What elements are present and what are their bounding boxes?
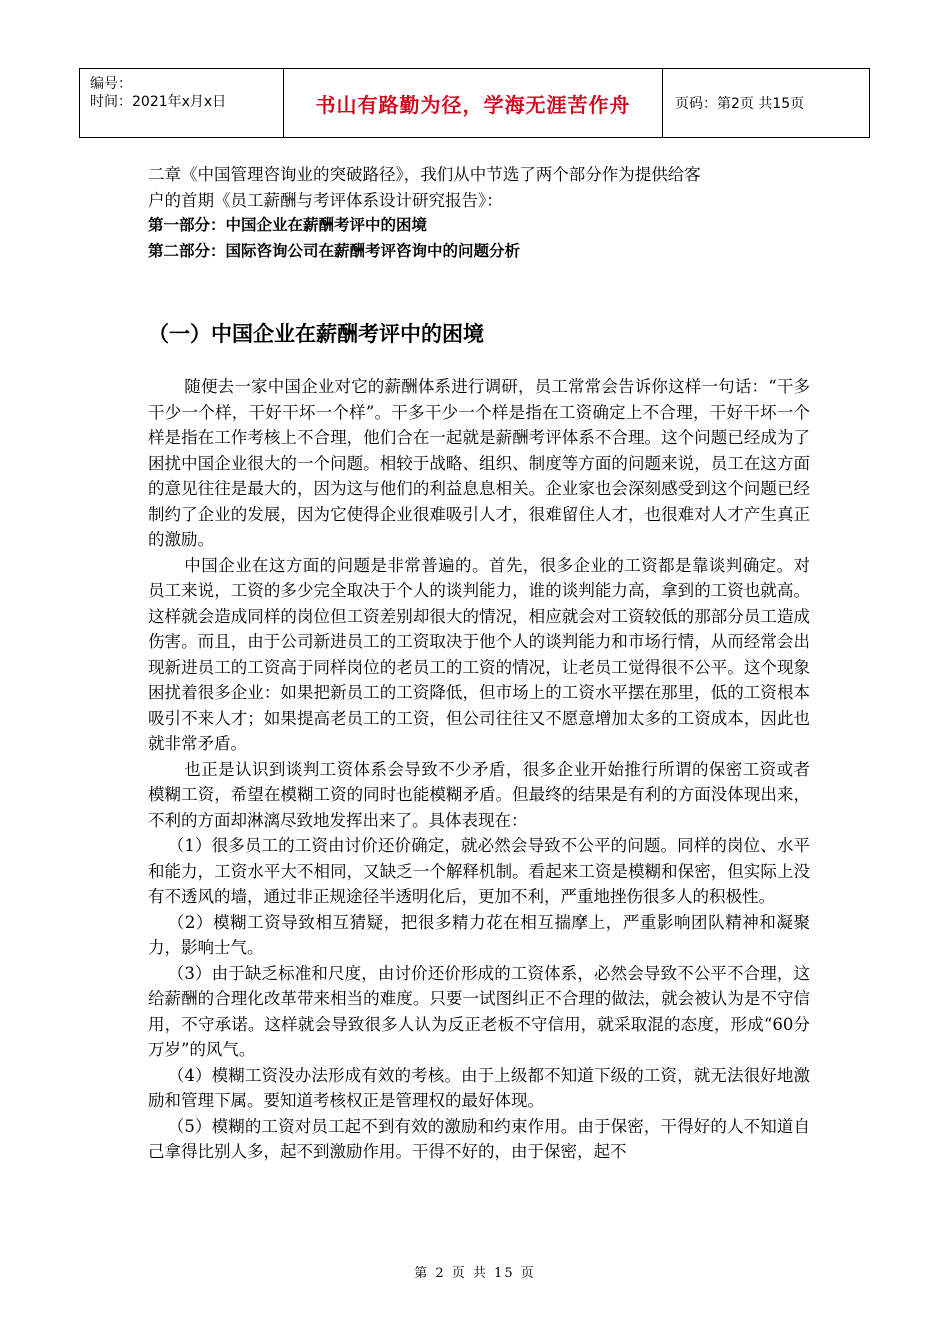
part-two-heading: 第二部分：国际咨询公司在薪酬考评咨询中的问题分析: [148, 241, 521, 260]
list-item: （2）模糊工资导致相互猜疑，把很多精力花在相互揣摩上，严重影响团队精神和凝聚力，影响士气。: [148, 912, 810, 957]
list-item: （4）模糊工资没办法形成有效的考核。由于上级都不知道下级的工资，就无法很好地激励和管理下属。要知道考核权正是管理权的最好体现。: [148, 1065, 810, 1110]
time-label: 时间：2021年x月x日: [90, 94, 227, 110]
header-page-info: 页码：第2页 共15页: [675, 96, 805, 112]
intro-line: 户的首期《员工薪酬与考评体系设计研究报告》：: [148, 190, 503, 210]
header-table: [79, 68, 870, 138]
paragraph: 随便去一家中国企业对它的薪酬体系进行调研，员工常常会告诉你这样一句话：“干多干少一个样，干好干坏一个样”。干多干少一个样是指在工资确定上不合理，干好干坏一个样是指在工作考核上不合理，他们合在一起就是薪酬考评体系不合理。这个问题已经成为了困扰中国企业很大的一个问题。相较于战略、组织、制度等方面的问题来说，员工在这方面的意见往往是最大的，因为这与他们的利益息息相关。企业家也会深刻感受到这个问题已经制约了企业的发展，因为它使得企业很难吸引人才，很难留住人才，也很难对人才产生真正的激励。: [148, 377, 810, 549]
part-one-heading: 第一部分：中国企业在薪酬考评中的困境: [148, 216, 428, 234]
number-label: 编号：: [90, 76, 132, 92]
body-text: [148, 374, 810, 1165]
paragraph: 中国企业在这方面的问题是非常普遍的。首先，很多企业的工资都是靠谈判确定。对员工来说，工资的多少完全取决于个人的谈判能力，谁的谈判能力高，拿到的工资也就高。这样就会造成同样的岗位但工资差别却很大的情况，相应就会对工资较低的那部分员工造成伤害。而且，由于公司新进员工的工资取决于他个人的谈判能力和市场行情，从而经常会出现新进员工的工资高于同样岗位的老员工的工资的情况，让老员工觉得很不公平。这个现象困扰着很多企业：如果把新员工的工资降低，但市场上的工资水平摆在那里，低的工资根本吸引不来人才；如果提高老员工的工资，但公司往往又不愿意增加太多的工资成本，因此也就非常矛盾。: [148, 555, 810, 753]
intro-line: 二章《中国管理咨询业的突破路径》，我们从中节选了两个部分作为提供给客: [148, 165, 701, 184]
list-item: （5）模糊的工资对员工起不到有效的激励和约束作用。由于保密，干得好的人不知道自己拿得比别人多，起不到激励作用。干得不好的，由于保密，起不: [148, 1116, 810, 1161]
list-item: （3）由于缺乏标准和尺度，由讨价还价形成的工资体系，必然会导致不公平不合理，这给薪酬的合理化改革带来相当的难度。只要一试图纠正不合理的做法，就会被认为是不守信用，不守承诺。这样就会导致很多人认为反正老板不守信用，就采取混的态度，形成“60分万岁”的风气。: [148, 963, 810, 1059]
header-motto: 书山有路勤为径，学海无涯苦作舟: [284, 69, 663, 137]
section-title: （一）中国企业在薪酬考评中的困境: [148, 322, 484, 346]
intro-block: [148, 162, 808, 264]
page-footer: 第 2 页 共 15 页: [414, 1266, 536, 1281]
header-meta: [80, 69, 284, 137]
list-item: （1）很多员工的工资由讨价还价确定，就必然会导致不公平的问题。同样的岗位、水平和能力，工资水平大不相同，又缺乏一个解释机制。看起来工资是模糊和保密，但实际上没有不透风的墙，通过非正规途径半透明化后，更加不利，严重地挫伤很多人的积极性。: [148, 836, 810, 906]
paragraph: 也正是认识到谈判工资体系会导致不少矛盾，很多企业开始推行所谓的保密工资或者模糊工资，希望在模糊工资的同时也能模糊矛盾。但最终的结果是有利的方面没体现出来，不利的方面却淋漓尽致地发挥出来了。具体表现在：: [148, 759, 810, 830]
